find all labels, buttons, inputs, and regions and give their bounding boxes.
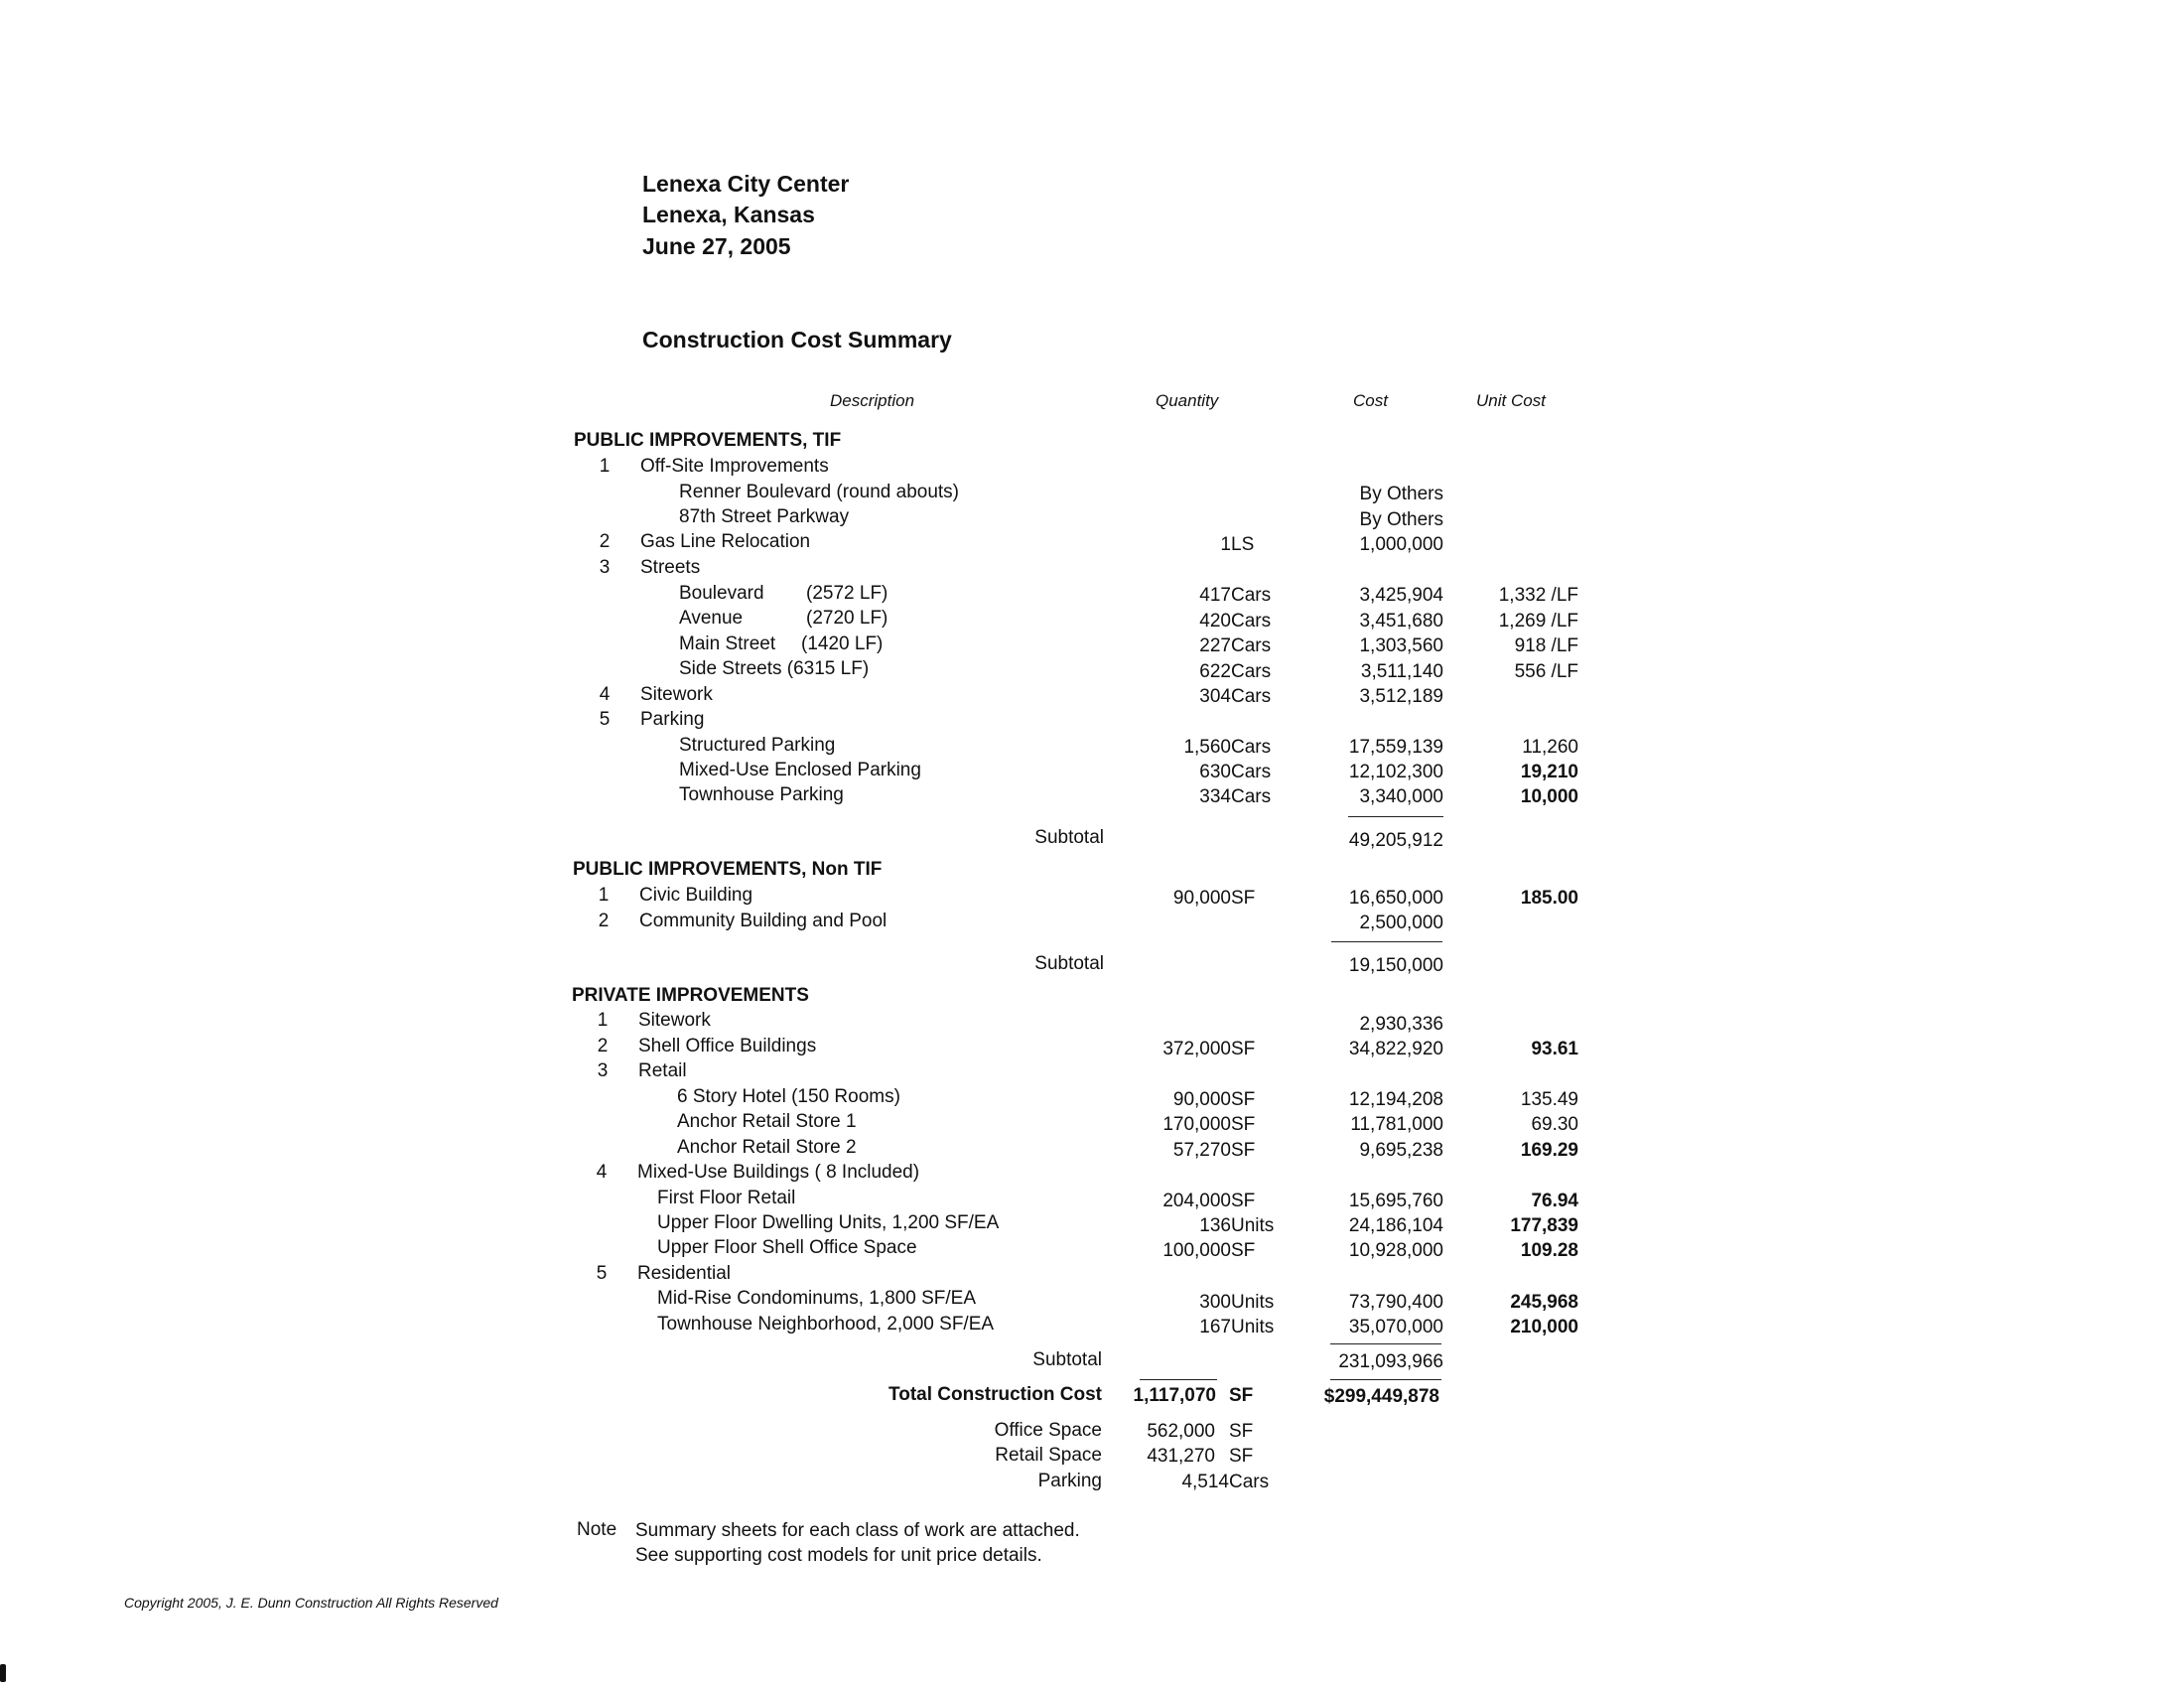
item-unit: SF <box>1231 1191 1256 1211</box>
item-unit-cost: 210,000 <box>1510 1317 1578 1337</box>
item-unit: Units <box>1231 1317 1275 1337</box>
item-cost: 11,781,000 <box>1350 1114 1443 1135</box>
item-cost: By Others <box>1359 484 1443 504</box>
item-cost: 10,928,000 <box>1348 1240 1443 1261</box>
retail-space-label: Retail Space <box>995 1445 1102 1466</box>
item-cost: 34,822,920 <box>1348 1039 1443 1059</box>
item-number: 2 <box>599 531 611 552</box>
item-number: 1 <box>597 1010 609 1031</box>
item-unit: Cars <box>1231 786 1272 807</box>
item-unit: Cars <box>1231 611 1272 632</box>
section-heading-private: PRIVATE IMPROVEMENTS <box>572 985 809 1006</box>
item-quantity: 100,000 <box>1162 1240 1231 1261</box>
item-label: Structured Parking <box>679 735 836 756</box>
subtotal-label: Subtotal <box>1034 827 1104 848</box>
item-unit-cost: 19,210 <box>1520 762 1578 782</box>
item-number: 1 <box>599 456 611 477</box>
note-line-2: See supporting cost models for unit price details. <box>635 1545 1042 1566</box>
item-unit: Cars <box>1231 762 1272 782</box>
item-label: Residential <box>637 1263 731 1284</box>
item-unit-cost: 1,269 /LF <box>1498 611 1578 632</box>
item-unit: Cars <box>1231 686 1272 707</box>
item-cost: 2,500,000 <box>1359 913 1443 933</box>
note-label: Note <box>577 1519 617 1540</box>
item-unit: Cars <box>1231 585 1272 606</box>
item-label: Off-Site Improvements <box>640 456 829 477</box>
project-location: Lenexa, Kansas <box>642 202 815 227</box>
item-length: (2572 LF) <box>806 583 888 604</box>
item-unit-cost: 10,000 <box>1520 786 1578 807</box>
subtotal-rule <box>1330 1343 1441 1344</box>
item-quantity: 90,000 <box>1172 888 1231 909</box>
subtotal-rule <box>1331 941 1442 942</box>
retail-space-quantity: 431,270 <box>1147 1446 1215 1467</box>
item-cost: 3,511,140 <box>1360 661 1443 682</box>
item-cost: 17,559,139 <box>1348 737 1443 758</box>
parking-unit: Cars <box>1229 1472 1270 1492</box>
item-number: 3 <box>599 557 611 578</box>
item-cost: 15,695,760 <box>1348 1191 1443 1211</box>
item-unit-cost: 11,260 <box>1522 737 1578 758</box>
item-cost: 3,451,680 <box>1359 611 1443 632</box>
item-quantity: 1 <box>1220 534 1231 555</box>
column-header-description: Description <box>830 391 915 410</box>
item-cost: 24,186,104 <box>1348 1215 1443 1236</box>
subtotal-value: 231,093,966 <box>1338 1351 1443 1372</box>
item-cost: 2,930,336 <box>1359 1014 1443 1035</box>
item-cost: 12,102,300 <box>1348 762 1443 782</box>
subtotal-value: 19,150,000 <box>1348 955 1443 976</box>
item-label: Gas Line Relocation <box>640 531 811 552</box>
item-cost: By Others <box>1359 509 1443 530</box>
item-quantity: 622 <box>1199 661 1231 682</box>
item-unit: SF <box>1231 1089 1256 1110</box>
item-label: Community Building and Pool <box>639 911 887 931</box>
item-quantity: 204,000 <box>1162 1191 1231 1211</box>
item-cost: 73,790,400 <box>1348 1292 1443 1313</box>
item-label: Townhouse Parking <box>679 784 844 805</box>
column-header-unit-cost: Unit Cost <box>1476 391 1546 410</box>
section-heading-public-non-tif: PUBLIC IMPROVEMENTS, Non TIF <box>573 859 883 880</box>
item-unit-cost: 245,968 <box>1510 1292 1578 1313</box>
item-quantity: 630 <box>1199 762 1231 782</box>
copyright-notice: Copyright 2005, J. E. Dunn Construction All Rights Reserved <box>124 1595 498 1611</box>
item-label: Shell Office Buildings <box>638 1036 817 1056</box>
item-unit-cost: 177,839 <box>1510 1215 1578 1236</box>
retail-space-unit: SF <box>1229 1446 1254 1467</box>
item-cost: 9,695,238 <box>1359 1140 1443 1161</box>
item-label: Parking <box>640 709 705 730</box>
column-header-quantity: Quantity <box>1156 391 1219 410</box>
item-label: Civic Building <box>639 885 753 906</box>
item-unit-cost: 169.29 <box>1520 1140 1578 1161</box>
column-header-cost: Cost <box>1353 391 1388 410</box>
item-label: Boulevard <box>679 583 764 604</box>
item-unit: Units <box>1231 1292 1275 1313</box>
item-cost: 16,650,000 <box>1348 888 1443 909</box>
item-unit: SF <box>1231 1039 1256 1059</box>
item-label: Mixed-Use Buildings ( 8 Included) <box>637 1162 920 1183</box>
subtotal-rule <box>1348 816 1443 817</box>
office-space-label: Office Space <box>994 1420 1102 1441</box>
item-unit: SF <box>1231 888 1256 909</box>
item-label: Mid-Rise Condominums, 1,800 SF/EA <box>657 1288 977 1309</box>
item-cost: 1,303,560 <box>1359 635 1443 656</box>
item-unit: SF <box>1231 1114 1256 1135</box>
item-unit: Units <box>1231 1215 1275 1236</box>
item-unit: Cars <box>1231 737 1272 758</box>
item-unit: Cars <box>1231 635 1272 656</box>
item-quantity: 300 <box>1199 1292 1231 1313</box>
item-label: Upper Floor Dwelling Units, 1,200 SF/EA <box>657 1212 1000 1233</box>
item-quantity: 170,000 <box>1162 1114 1231 1135</box>
item-quantity: 304 <box>1199 686 1231 707</box>
item-label: Sitework <box>638 1010 711 1031</box>
item-quantity: 227 <box>1199 635 1231 656</box>
parking-quantity: 4,514 <box>1181 1472 1229 1492</box>
item-number: 5 <box>599 709 611 730</box>
item-unit: SF <box>1231 1140 1256 1161</box>
item-number: 5 <box>596 1263 608 1284</box>
subtotal-label: Subtotal <box>1032 1349 1102 1370</box>
item-label: Sitework <box>640 684 713 705</box>
item-unit: SF <box>1231 1240 1256 1261</box>
item-unit-cost: 135.49 <box>1520 1089 1578 1110</box>
item-unit-cost: 556 /LF <box>1514 661 1578 682</box>
item-number: 3 <box>597 1060 609 1081</box>
note-line-1: Summary sheets for each class of work are attached. <box>635 1520 1080 1541</box>
item-cost: 1,000,000 <box>1359 534 1443 555</box>
item-number: 4 <box>596 1162 608 1183</box>
item-number: 2 <box>597 1036 609 1056</box>
office-space-quantity: 562,000 <box>1147 1421 1215 1442</box>
item-unit-cost: 93.61 <box>1531 1039 1578 1059</box>
item-unit-cost: 1,332 /LF <box>1498 585 1578 606</box>
item-quantity: 167 <box>1199 1317 1231 1337</box>
item-label: Retail <box>638 1060 687 1081</box>
item-number: 1 <box>598 885 610 906</box>
item-length: (2720 LF) <box>806 608 888 629</box>
section-heading-public-tif: PUBLIC IMPROVEMENTS, TIF <box>574 430 842 451</box>
item-unit-cost: 918 /LF <box>1514 635 1578 656</box>
parking-label: Parking <box>1037 1471 1102 1491</box>
item-quantity: 372,000 <box>1162 1039 1231 1059</box>
item-length: (1420 LF) <box>801 633 884 654</box>
scan-edge-mark <box>0 1664 6 1682</box>
total-construction-cost: $299,449,878 <box>1323 1386 1439 1407</box>
item-unit-cost: 76.94 <box>1531 1191 1578 1211</box>
item-quantity: 334 <box>1199 786 1231 807</box>
item-label: Anchor Retail Store 1 <box>677 1111 857 1132</box>
item-label: Avenue <box>679 608 744 629</box>
item-unit: Cars <box>1231 661 1272 682</box>
total-cost-rule <box>1330 1379 1441 1380</box>
item-label: Main Street <box>679 633 776 654</box>
item-label: Renner Boulevard (round abouts) <box>679 482 960 502</box>
item-unit-cost: 109.28 <box>1520 1240 1578 1261</box>
item-label: Upper Floor Shell Office Space <box>657 1237 917 1258</box>
item-label: Side Streets (6315 LF) <box>679 658 870 679</box>
item-quantity: 136 <box>1199 1215 1231 1236</box>
item-cost: 12,194,208 <box>1348 1089 1443 1110</box>
item-number: 4 <box>599 684 611 705</box>
item-unit-cost: 69.30 <box>1531 1114 1578 1135</box>
item-label: Streets <box>640 557 701 578</box>
item-cost: 3,340,000 <box>1359 786 1443 807</box>
item-quantity: 417 <box>1199 585 1231 606</box>
item-unit-cost: 185.00 <box>1520 888 1578 909</box>
total-construction-cost-label: Total Construction Cost <box>888 1384 1102 1405</box>
subtotal-label: Subtotal <box>1034 953 1104 974</box>
item-number: 2 <box>598 911 610 931</box>
item-label: Anchor Retail Store 2 <box>677 1137 857 1158</box>
item-label: First Floor Retail <box>657 1188 796 1208</box>
total-unit: SF <box>1229 1385 1254 1406</box>
item-quantity: 1,560 <box>1183 737 1231 758</box>
item-label: 87th Street Parkway <box>679 506 850 527</box>
total-quantity: 1,117,070 <box>1133 1385 1216 1406</box>
document-date: June 27, 2005 <box>642 233 791 259</box>
item-cost: 3,425,904 <box>1359 585 1443 606</box>
item-quantity: 57,270 <box>1172 1140 1231 1161</box>
item-label: Mixed-Use Enclosed Parking <box>679 760 921 780</box>
page-title: Construction Cost Summary <box>642 327 952 352</box>
item-quantity: 420 <box>1199 611 1231 632</box>
subtotal-value: 49,205,912 <box>1348 830 1443 851</box>
item-label: Townhouse Neighborhood, 2,000 SF/EA <box>657 1314 995 1335</box>
item-unit: LS <box>1231 534 1255 555</box>
project-name: Lenexa City Center <box>642 171 850 197</box>
item-cost: 3,512,189 <box>1359 686 1443 707</box>
item-label: 6 Story Hotel (150 Rooms) <box>677 1086 900 1107</box>
item-cost: 35,070,000 <box>1348 1317 1443 1337</box>
item-quantity: 90,000 <box>1172 1089 1231 1110</box>
office-space-unit: SF <box>1229 1421 1254 1442</box>
total-quantity-rule <box>1140 1379 1217 1380</box>
